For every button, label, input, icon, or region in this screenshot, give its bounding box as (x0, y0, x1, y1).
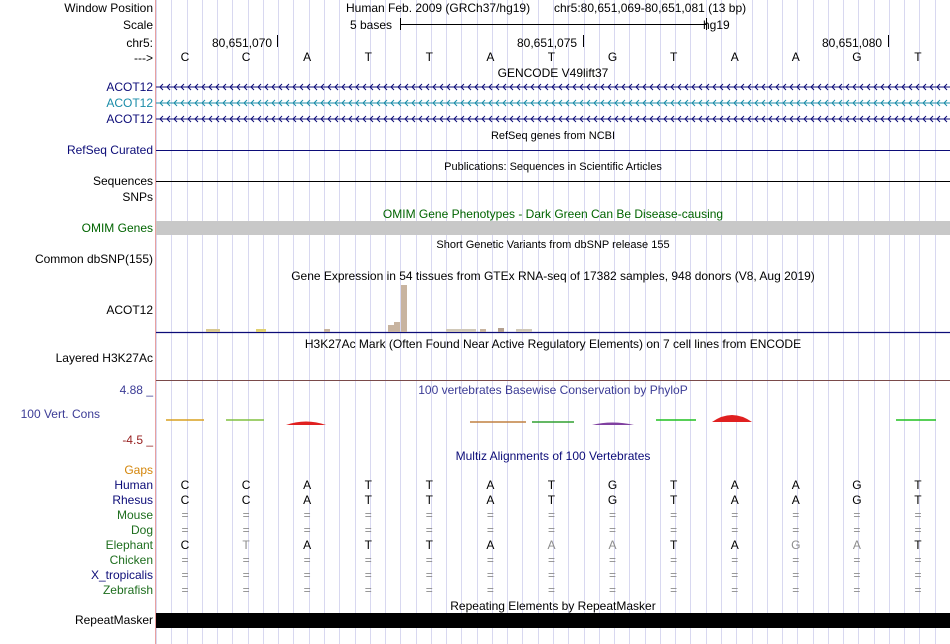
alignment-base: = (486, 568, 494, 582)
alignment-base: = (609, 553, 617, 567)
alignment-base: = (792, 568, 800, 582)
repeatmasker-bar[interactable] (156, 613, 950, 628)
alignment-base: A (730, 493, 739, 507)
tick-mark-3 (888, 35, 889, 47)
browser-track-area[interactable] (156, 0, 950, 644)
alignment-base: = (486, 553, 494, 567)
alignment-base: G (791, 538, 801, 552)
alignment-base: = (670, 553, 678, 567)
tick-label-2: 80,651,075 (517, 36, 578, 50)
gtex-bar (256, 329, 266, 332)
alignment-base: = (486, 583, 494, 597)
omim-genes-label[interactable]: OMIM Genes (81, 221, 153, 235)
alignment-base: C (241, 478, 251, 492)
cons-peak (286, 422, 326, 426)
alignment-base: T (425, 478, 433, 492)
alignment-base: T (364, 493, 372, 507)
alignment-base: = (364, 523, 372, 537)
alignment-base: T (669, 493, 678, 507)
alignment-base: A (852, 538, 861, 552)
alignment-base: = (792, 553, 800, 567)
alignment-base: A (791, 493, 800, 507)
alignment-base: = (670, 508, 678, 522)
alignment-base: T (547, 478, 556, 492)
species-label-zebrafish[interactable]: Zebrafish (102, 583, 153, 597)
alignment-base: A (486, 478, 495, 492)
alignment-base: = (609, 583, 617, 597)
alignment-base: = (303, 583, 311, 597)
alignment-base: = (425, 508, 433, 522)
alignment-base: = (731, 508, 739, 522)
cons-peak (712, 415, 752, 422)
position-text: chr5:80,651,069-80,651,081 (13 bp) (554, 1, 747, 15)
h3k27ac-baseline[interactable] (156, 380, 950, 381)
alignment-base: = (425, 523, 433, 537)
sequence-base: A (791, 50, 800, 64)
repeatmasker-track-title: Repeating Elements by RepeatMasker (450, 599, 656, 613)
alignment-base: = (303, 568, 311, 582)
gencode-gene-label-3[interactable]: ACOT12 (106, 112, 153, 126)
alignment-base: = (425, 568, 433, 582)
alignment-base: = (731, 583, 739, 597)
alignment-base: = (792, 583, 800, 597)
snps-label[interactable]: SNPs (122, 190, 153, 204)
cons-max-label: 4.88 _ (119, 383, 153, 397)
alignment-base: T (425, 493, 433, 507)
alignment-base: = (670, 568, 678, 582)
strand-label[interactable]: ---> (134, 51, 153, 65)
gtex-bar (498, 328, 504, 332)
multiz-track-title: Multiz Alignments of 100 Vertebrates (455, 449, 651, 463)
alignment-base: A (486, 538, 495, 552)
alignment-base: = (731, 568, 739, 582)
sequence-base: A (730, 50, 739, 64)
assembly-text: Human Feb. 2009 (GRCh37/hg19) (346, 1, 531, 15)
publications-sequence-line[interactable] (156, 181, 950, 182)
alignment-base: T (669, 478, 678, 492)
sequence-base: T (914, 50, 922, 64)
sequence-base: T (364, 50, 372, 64)
sequence-base: A (303, 50, 312, 64)
sequence-base: C (180, 50, 190, 64)
alignment-base: T (425, 538, 433, 552)
tick-label-1: 80,651,070 (212, 36, 273, 50)
refseq-gene-line[interactable] (156, 150, 950, 151)
alignment-base: A (791, 478, 800, 492)
gtex-track-title: Gene Expression in 54 tissues from GTEx RNA-seq of 17382 samples, 948 donors (V8, Aug 2019) (291, 269, 815, 283)
publications-track-title: Publications: Sequences in Scientific Articles (444, 161, 662, 173)
sequences-label[interactable]: Sequences (92, 174, 153, 188)
alignment-base: C (241, 493, 251, 507)
alignment-base: = (792, 508, 800, 522)
gtex-bar (480, 329, 486, 332)
alignment-base: T (669, 538, 678, 552)
alignment-base: T (547, 493, 556, 507)
common-dbsnp-label[interactable]: Common dbSNP(155) (34, 252, 153, 266)
gencode-gene-features[interactable] (156, 80, 950, 126)
tick-mark-2 (583, 35, 584, 47)
alignment-base: = (547, 523, 555, 537)
alignment-base: = (731, 523, 739, 537)
alignment-base: A (303, 538, 312, 552)
alignment-base: = (181, 523, 189, 537)
alignment-base: = (547, 568, 555, 582)
gencode-gene-label-1[interactable]: ACOT12 (106, 80, 153, 94)
gtex-bar (394, 322, 400, 332)
alignment-base: C (180, 478, 190, 492)
tick-mark-1 (277, 35, 278, 47)
species-label-xtropicalis[interactable]: X_tropicalis (90, 568, 153, 582)
species-label-human[interactable]: Human (114, 478, 153, 492)
alignment-base: = (242, 583, 250, 597)
gencode-track-title: GENCODE V49lift37 (497, 66, 609, 80)
alignment-base: = (181, 553, 189, 567)
alignment-base: = (853, 583, 861, 597)
alignment-base: = (914, 508, 922, 522)
alignment-base: A (547, 538, 556, 552)
cons-min-label: -4.5 _ (122, 433, 153, 447)
gtex-bar (401, 285, 407, 332)
refseq-track-title: RefSeq genes from NCBI (490, 130, 616, 142)
alignment-base: = (242, 553, 250, 567)
h3k27ac-track-title: H3K27Ac Mark (Often Found Near Active Regulatory Elements) on 7 cell lines from ENCODE (304, 337, 802, 351)
species-label-chicken[interactable]: Chicken (109, 553, 153, 567)
gtex-bar (446, 329, 476, 332)
scale-label[interactable]: Scale (122, 18, 153, 32)
refseq-curated-label[interactable]: RefSeq Curated (66, 143, 153, 157)
alignment-base: = (242, 508, 250, 522)
gtex-bar (388, 325, 394, 332)
alignment-base: = (364, 553, 372, 567)
alignment-base: = (670, 523, 678, 537)
alignment-base: A (608, 538, 617, 552)
alignment-base: A (730, 478, 739, 492)
species-label-dog[interactable]: Dog (130, 523, 153, 537)
alignment-base: T (914, 478, 922, 492)
alignment-base: = (914, 553, 922, 567)
alignment-base: C (180, 493, 190, 507)
scale-bar (400, 24, 707, 25)
omim-gene-bar[interactable] (156, 221, 950, 235)
gencode-gene-label-2[interactable]: ACOT12 (106, 96, 153, 110)
alignment-base: = (853, 553, 861, 567)
alignment-base: = (547, 508, 555, 522)
alignment-base: = (181, 568, 189, 582)
alignment-base: = (853, 508, 861, 522)
alignment-base: A (730, 538, 739, 552)
alignment-base: = (853, 523, 861, 537)
alignment-base: = (853, 568, 861, 582)
alignment-base: T (364, 538, 372, 552)
alignment-base: = (242, 568, 250, 582)
alignment-base: = (181, 508, 189, 522)
alignment-base: = (609, 508, 617, 522)
alignment-base: = (792, 523, 800, 537)
alignment-base: = (914, 583, 922, 597)
scale-bar-left-cap (400, 18, 401, 30)
alignment-base: = (670, 583, 678, 597)
sequence-base: C (241, 50, 251, 64)
track-labels-column (0, 0, 155, 644)
repeatmasker-label[interactable]: RepeatMasker (74, 613, 153, 627)
layered-h3k27ac-label[interactable]: Layered H3K27Ac (55, 351, 153, 365)
sequence-base: A (486, 50, 495, 64)
alignment-base: G (607, 493, 618, 507)
cons-track-label[interactable]: 100 Vert. Cons (20, 407, 100, 421)
alignment-base: = (242, 523, 250, 537)
alignment-base: T (914, 538, 922, 552)
cons-track-title: 100 vertebrates Basewise Conservation by PhyloP (418, 383, 688, 397)
alignment-base: T (914, 493, 922, 507)
scale-bar-text: 5 bases (350, 18, 393, 32)
alignment-base: = (609, 568, 617, 582)
alignment-base: A (303, 493, 312, 507)
cons-dip (592, 423, 634, 426)
sequence-base: G (607, 50, 618, 64)
alignment-base: = (731, 553, 739, 567)
gtex-expression-plot[interactable] (156, 284, 950, 334)
alignment-base: = (364, 568, 372, 582)
sequence-base: T (669, 50, 678, 64)
alignment-base: A (486, 493, 495, 507)
chrom-label[interactable]: chr5: (126, 36, 153, 50)
species-label-elephant[interactable]: Elephant (105, 538, 153, 552)
scale-db-text: hg19 (703, 18, 730, 32)
alignment-base: = (303, 553, 311, 567)
alignment-base: C (180, 538, 190, 552)
tick-label-3: 80,651,080 (822, 36, 883, 50)
alignment-base: = (547, 583, 555, 597)
sequence-base: T (547, 50, 556, 64)
gaps-label[interactable]: Gaps (124, 463, 153, 477)
omim-track-title: OMIM Gene Phenotypes - Dark Green Can Be Disease-causing (382, 207, 724, 221)
alignment-base: = (425, 583, 433, 597)
alignment-base: = (303, 508, 311, 522)
alignment-base: A (303, 478, 312, 492)
gtex-bar (324, 329, 330, 332)
alignment-base: = (914, 568, 922, 582)
alignment-base: = (303, 523, 311, 537)
sequence-base: T (425, 50, 433, 64)
alignment-base: G (607, 478, 618, 492)
alignment-base: = (914, 523, 922, 537)
sequence-base: G (852, 50, 862, 64)
dbsnp-track-title: Short Genetic Variants from dbSNP release 155 (436, 239, 670, 251)
alignment-base: T (364, 478, 372, 492)
alignment-base: = (486, 523, 494, 537)
alignment-base: G (852, 493, 862, 507)
alignment-base: G (852, 478, 862, 492)
alignment-base: = (181, 583, 189, 597)
cons-plot[interactable] (156, 408, 950, 432)
alignment-base: = (425, 553, 433, 567)
gtex-gene-label[interactable]: ACOT12 (106, 303, 153, 317)
species-label-mouse[interactable]: Mouse (116, 508, 153, 522)
alignment-base: T (242, 538, 250, 552)
gtex-bar (516, 329, 532, 332)
species-label-rhesus[interactable]: Rhesus (112, 493, 153, 507)
alignment-base: = (486, 508, 494, 522)
alignment-base: = (609, 523, 617, 537)
alignment-base: = (364, 583, 372, 597)
window-position-label[interactable]: Window Position (64, 1, 153, 15)
gtex-bar (206, 329, 220, 332)
alignment-base: = (547, 553, 555, 567)
alignment-base: = (364, 508, 372, 522)
